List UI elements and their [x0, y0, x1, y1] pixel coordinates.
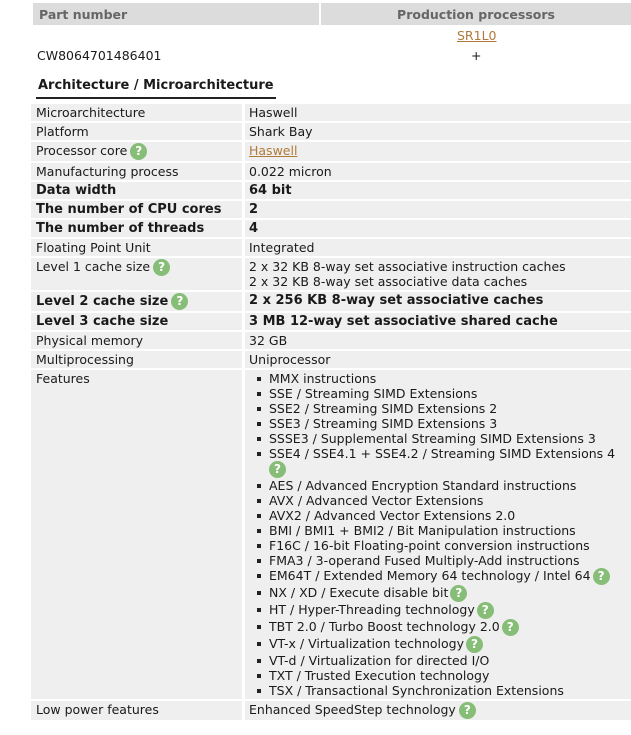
spec-label: Features [31, 370, 242, 699]
feature-label: TSX / Transactional Synchronization Extensions [269, 683, 564, 698]
parts-table-header [33, 3, 631, 25]
help-icon[interactable]: ? [269, 461, 286, 478]
help-icon[interactable]: ? [153, 259, 170, 276]
feature-label: FMA3 / 3-operand Fused Multiply-Add instructions [269, 553, 580, 568]
feature-label: TBT 2.0 / Turbo Boost technology 2.0 [269, 619, 500, 634]
spec-label-cell [31, 258, 242, 290]
spec-label: Floating Point Unit [31, 239, 242, 256]
spec-row-l1-cache [31, 258, 631, 290]
spec-label: Data width [31, 182, 242, 199]
spec-label: Low power features [31, 701, 242, 720]
spec-value: 0.022 micron [242, 163, 631, 180]
help-icon[interactable]: ? [450, 585, 467, 602]
part-mark: + [471, 48, 482, 63]
spec-value-line: 2 x 32 KB 8-way set associative instruction caches [249, 259, 566, 274]
production-processors-header: Production processors [321, 3, 631, 25]
feature-item [269, 668, 631, 683]
help-icon[interactable]: ? [130, 143, 147, 160]
spec-row-multiprocessing [31, 351, 631, 368]
spec-row-l3-cache [31, 313, 631, 330]
features-list [249, 371, 631, 698]
feature-item [269, 538, 631, 553]
help-icon[interactable]: ? [466, 636, 483, 653]
spec-value: Integrated [242, 239, 631, 256]
help-icon[interactable]: ? [459, 702, 476, 719]
feature-item [269, 386, 631, 401]
spec-row-manufacturing-process [31, 163, 631, 180]
spec-value: Enhanced SpeedStep technology [249, 702, 456, 717]
spec-value: Shark Bay [242, 123, 631, 140]
feature-item [269, 401, 631, 416]
feature-label: SSE4 / SSE4.1 + SSE4.2 / Streaming SIMD Extensions 4 [269, 446, 616, 461]
spec-label: Processor core [36, 143, 128, 158]
feature-item [269, 619, 631, 636]
spec-row-l2-cache [31, 292, 631, 311]
feature-label: HT / Hyper-Threading technology [269, 602, 475, 617]
processor-link[interactable]: SR1L0 [457, 28, 497, 43]
spec-label: Level 3 cache size [31, 313, 242, 330]
spec-row-data-width [31, 182, 631, 199]
help-icon[interactable]: ? [171, 293, 188, 310]
spec-label-cell [31, 292, 242, 311]
spec-row-microarchitecture [31, 104, 631, 121]
feature-item [269, 585, 631, 602]
feature-item [269, 683, 631, 698]
feature-label: EM64T / Extended Memory 64 technology / Intel 64 [269, 568, 591, 583]
spec-value: 3 MB 12-way set associative shared cache [242, 313, 631, 330]
feature-item [269, 446, 631, 478]
section-title: Architecture / Microarchitecture [36, 76, 276, 99]
feature-item [269, 653, 631, 668]
feature-label: VT-d / Virtualization for directed I/O [269, 653, 490, 668]
feature-item [269, 493, 631, 508]
part-row [33, 26, 631, 66]
spec-value: Uniprocessor [242, 351, 631, 368]
help-icon[interactable]: ? [502, 619, 519, 636]
feature-label: SSE3 / Streaming SIMD Extensions 3 [269, 416, 498, 431]
spec-value-line: 2 x 32 KB 8-way set associative data caches [249, 274, 528, 289]
help-icon[interactable]: ? [477, 602, 494, 619]
help-icon[interactable]: ? [593, 568, 610, 585]
spec-row-platform [31, 123, 631, 140]
feature-item [269, 523, 631, 538]
feature-label: SSSE3 / Supplemental Streaming SIMD Extensions 3 [269, 431, 596, 446]
processor-core-link[interactable]: Haswell [249, 143, 298, 158]
feature-item [269, 602, 631, 619]
spec-value: Haswell [242, 104, 631, 121]
feature-label: MMX instructions [269, 371, 377, 386]
spec-label-cell [31, 142, 242, 161]
spec-label: The number of threads [31, 220, 242, 237]
spec-row-physical-memory [31, 332, 631, 349]
spec-label: Manufacturing process [31, 163, 242, 180]
feature-label: TXT / Trusted Execution technology [269, 668, 490, 683]
feature-label: SSE / Streaming SIMD Extensions [269, 386, 478, 401]
spec-table [31, 102, 631, 722]
feature-item [269, 508, 631, 523]
feature-item [269, 553, 631, 568]
spec-value: 32 GB [242, 332, 631, 349]
spec-row-threads [31, 220, 631, 237]
feature-label: F16C / 16-bit Floating-point conversion instructions [269, 538, 590, 553]
feature-label: VT-x / Virtualization technology [269, 636, 464, 651]
feature-label: AVX2 / Advanced Vector Extensions 2.0 [269, 508, 516, 523]
spec-value-cell [242, 370, 631, 699]
feature-item [269, 568, 631, 585]
feature-label: NX / XD / Execute disable bit [269, 585, 449, 600]
feature-label: AES / Advanced Encryption Standard instructions [269, 478, 577, 493]
part-number-value: CW8064701486401 [37, 48, 162, 63]
feature-item [269, 371, 631, 386]
feature-item [269, 478, 631, 493]
spec-value: 2 [242, 201, 631, 218]
spec-label: The number of CPU cores [31, 201, 242, 218]
feature-label: BMI / BMI1 + BMI2 / Bit Manipulation instructions [269, 523, 576, 538]
spec-label: Level 1 cache size [36, 259, 151, 274]
feature-label: SSE2 / Streaming SIMD Extensions 2 [269, 401, 498, 416]
spec-row-cpu-cores [31, 201, 631, 218]
spec-value-cell [242, 701, 631, 720]
spec-row-low-power [31, 701, 631, 720]
spec-label: Platform [31, 123, 242, 140]
feature-item [269, 636, 631, 653]
feature-item [269, 431, 631, 446]
spec-value: 64 bit [242, 182, 631, 199]
feature-label: AVX / Advanced Vector Extensions [269, 493, 484, 508]
spec-value-cell [242, 142, 631, 161]
spec-row-fpu [31, 239, 631, 256]
spec-value-cell [242, 258, 631, 290]
spec-row-features [31, 370, 631, 699]
spec-row-processor-core [31, 142, 631, 161]
spec-label: Microarchitecture [31, 104, 242, 121]
spec-label: Physical memory [31, 332, 242, 349]
spec-label: Level 2 cache size [36, 294, 169, 309]
spec-value: 2 x 256 KB 8-way set associative caches [242, 292, 631, 311]
part-number-header: Part number [33, 3, 319, 25]
spec-label: Multiprocessing [31, 351, 242, 368]
spec-value: 4 [242, 220, 631, 237]
feature-item [269, 416, 631, 431]
